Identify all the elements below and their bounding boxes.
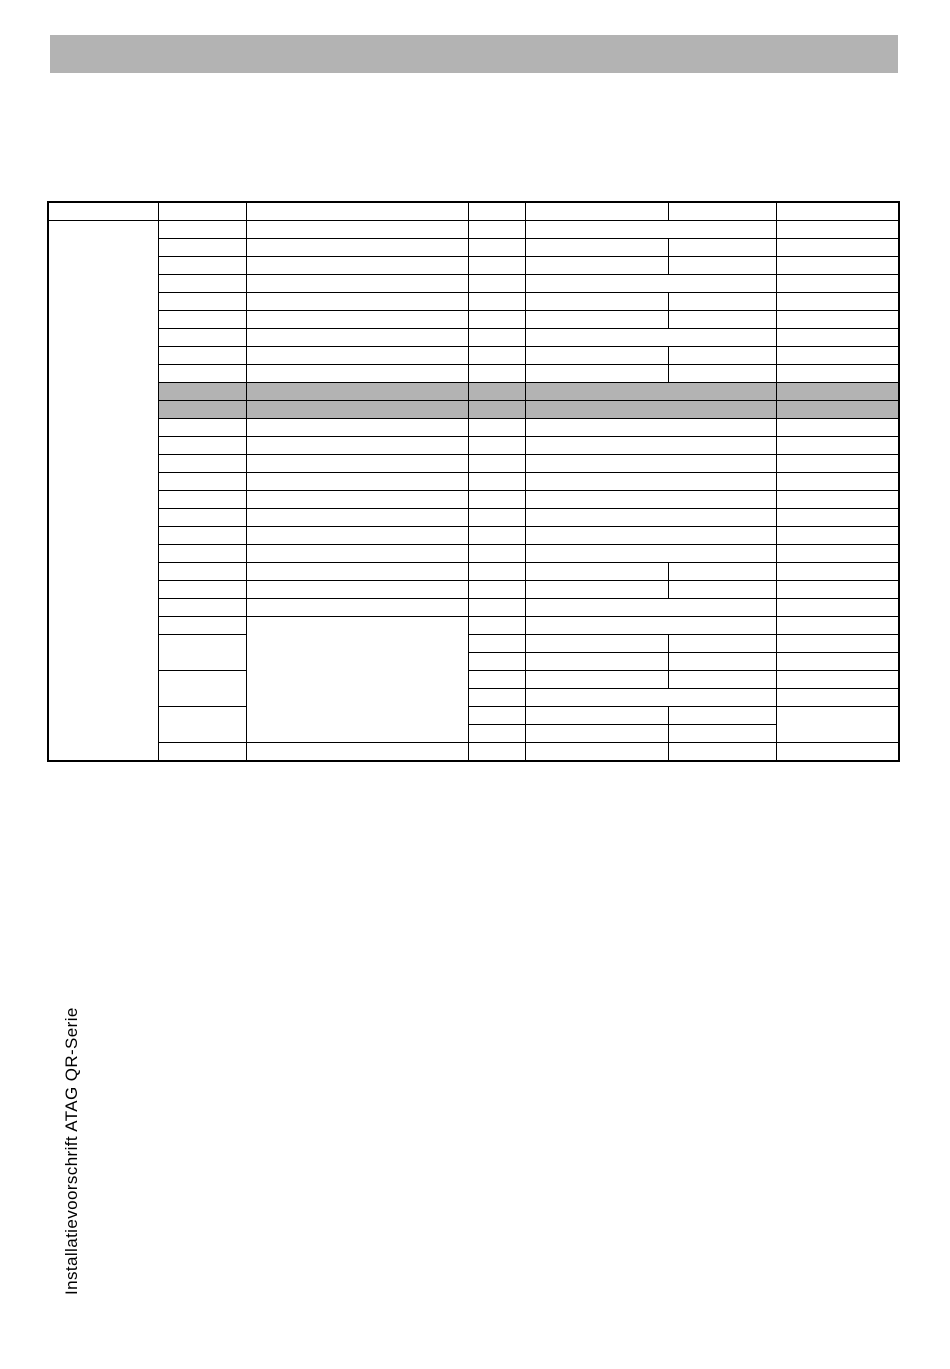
table-cell: [525, 329, 776, 347]
table-cell: [525, 545, 776, 563]
table-cell: [468, 347, 525, 365]
table-cell: [468, 689, 525, 707]
table-cell: [158, 257, 246, 275]
table-cell: [246, 491, 468, 509]
table-cell: [525, 527, 776, 545]
table-header-cell-4: [525, 202, 668, 221]
table-cell: [468, 275, 525, 293]
table-row: [48, 239, 899, 257]
table-cell: [776, 671, 899, 689]
table-header-row: [48, 202, 899, 221]
table-cell: [468, 383, 525, 401]
table-cell: [525, 725, 668, 743]
table-row: [48, 671, 899, 689]
table-cell: [776, 491, 899, 509]
table-cell: [158, 365, 246, 383]
table-header-cell-5: [668, 202, 776, 221]
table-cell: [468, 473, 525, 491]
table-header-cell-1: [158, 202, 246, 221]
table-cell: [525, 671, 668, 689]
table-cell: [468, 635, 525, 653]
table-cell: [468, 401, 525, 419]
table-cell: [246, 221, 468, 239]
table-cell: [246, 347, 468, 365]
table-cell: [246, 239, 468, 257]
table-cell: [246, 545, 468, 563]
table-row: [48, 599, 899, 617]
table-row: [48, 275, 899, 293]
table-cell: [776, 365, 899, 383]
table-cell: [776, 635, 899, 653]
table-cell: [668, 347, 776, 365]
table-cell: [668, 365, 776, 383]
table-cell: [776, 455, 899, 473]
table-row: [48, 257, 899, 275]
table-cell: [468, 455, 525, 473]
table-cell: [468, 509, 525, 527]
table-cell: [158, 221, 246, 239]
table-cell: [525, 293, 668, 311]
table-row: [48, 545, 899, 563]
table-cell: [776, 329, 899, 347]
table-cell: [525, 455, 776, 473]
table-cell: [525, 599, 776, 617]
table-cell: [525, 743, 668, 762]
table-cell: [158, 329, 246, 347]
table-cell: [776, 311, 899, 329]
table-cell: [776, 221, 899, 239]
table-row: [48, 365, 899, 383]
table-cell: [776, 275, 899, 293]
table-row: [48, 707, 899, 725]
table-cell: [525, 401, 776, 419]
table-row: [48, 473, 899, 491]
table-cell: [468, 437, 525, 455]
table-cell: [468, 563, 525, 581]
table-cell: [668, 743, 776, 762]
table-cell: [158, 239, 246, 257]
table-cell: [776, 527, 899, 545]
table-cell: [468, 545, 525, 563]
table-cell: [468, 617, 525, 635]
table-cell: [525, 239, 668, 257]
table-header-cell-3: [468, 202, 525, 221]
table-cell: [468, 599, 525, 617]
table-row: [48, 455, 899, 473]
table-cell: [468, 491, 525, 509]
table-cell: [668, 707, 776, 725]
table-cell: [158, 473, 246, 491]
table-cell: [158, 635, 246, 671]
table-cell: [668, 563, 776, 581]
table-row: [48, 491, 899, 509]
table-cell: [246, 437, 468, 455]
table-cell: [246, 455, 468, 473]
table-cell: [776, 599, 899, 617]
table-cell: [668, 257, 776, 275]
table-cell: [668, 239, 776, 257]
table-row: [48, 527, 899, 545]
table-cell: [525, 509, 776, 527]
table-cell: [158, 401, 246, 419]
table-cell: [158, 347, 246, 365]
table-cell: [158, 743, 246, 762]
table-cell: [246, 293, 468, 311]
table-row: [48, 509, 899, 527]
table-cell: [158, 293, 246, 311]
table-cell: [776, 383, 899, 401]
table-cell: [158, 527, 246, 545]
table-cell: [776, 707, 899, 743]
table-cell: [525, 635, 668, 653]
table-cell: [525, 383, 776, 401]
table-cell: [158, 419, 246, 437]
table-cell: [525, 653, 668, 671]
table-cell: [776, 473, 899, 491]
table-cell: [668, 653, 776, 671]
table-cell: [246, 581, 468, 599]
table-cell: [246, 743, 468, 762]
table-row: [48, 329, 899, 347]
table-cell: [246, 509, 468, 527]
table-cell: [776, 653, 899, 671]
table-cell: [776, 617, 899, 635]
table-cell: [246, 401, 468, 419]
page-header-banner: [50, 35, 898, 73]
table-cell: [246, 383, 468, 401]
table-cell: [525, 581, 668, 599]
table-cell: [246, 275, 468, 293]
table-cell: [468, 527, 525, 545]
table-cell: [668, 635, 776, 653]
table-cell: [525, 419, 776, 437]
table-cell: [776, 509, 899, 527]
table-cell: [158, 383, 246, 401]
row-group-label-cell: [48, 221, 158, 762]
table-cell: [158, 311, 246, 329]
table-cell: [246, 365, 468, 383]
table-cell: [158, 455, 246, 473]
table-cell: [776, 419, 899, 437]
table-cell: [246, 329, 468, 347]
table-cell: [776, 437, 899, 455]
table-cell: [668, 293, 776, 311]
table-cell: [246, 473, 468, 491]
table-cell: [668, 671, 776, 689]
table-cell: [776, 401, 899, 419]
table-cell: [158, 707, 246, 743]
table-cell: [158, 563, 246, 581]
vertical-page-label-text: Installatievoorschrift ATAG QR-Serie: [62, 1007, 81, 1295]
table-cell: [776, 257, 899, 275]
table-cell: [525, 311, 668, 329]
specification-table: [47, 201, 900, 762]
table-cell: [158, 437, 246, 455]
table-cell: [468, 581, 525, 599]
table-header-cell-0: [48, 202, 158, 221]
table-cell: [468, 707, 525, 725]
table-cell: [525, 563, 668, 581]
table-cell: [776, 689, 899, 707]
table-cell: [525, 473, 776, 491]
table-cell: [158, 509, 246, 527]
table-header-cell-6: [776, 202, 899, 221]
table-cell: [525, 617, 776, 635]
table-row: [48, 347, 899, 365]
table-cell: [158, 491, 246, 509]
table-cell: [525, 437, 776, 455]
table-row: [48, 221, 899, 239]
table-cell: [246, 599, 468, 617]
table-cell: [158, 545, 246, 563]
table-cell: [468, 671, 525, 689]
table-cell: [525, 257, 668, 275]
table-cell: [468, 257, 525, 275]
specification-table-wrapper: [47, 201, 898, 762]
table-row-highlighted: [48, 383, 899, 401]
table-cell: [525, 689, 776, 707]
table-cell: [468, 365, 525, 383]
table-cell: [246, 563, 468, 581]
table-row: [48, 743, 899, 762]
table-cell: [776, 347, 899, 365]
table-cell: [158, 617, 246, 635]
vertical-page-label: [62, 995, 82, 1295]
table-cell: [158, 599, 246, 617]
table-cell: [525, 491, 776, 509]
table-cell: [525, 365, 668, 383]
table-cell: [246, 527, 468, 545]
table-row: [48, 311, 899, 329]
table-cell: [158, 275, 246, 293]
table-cell: [525, 275, 776, 293]
table-row: [48, 419, 899, 437]
table-cell: [468, 239, 525, 257]
table-cell: [468, 725, 525, 743]
table-cell: [246, 419, 468, 437]
table-cell: [668, 725, 776, 743]
table-cell-merged-description: [246, 617, 468, 743]
table-cell: [776, 581, 899, 599]
table-cell: [776, 545, 899, 563]
table-cell: [776, 293, 899, 311]
table-cell: [468, 743, 525, 762]
table-cell: [668, 581, 776, 599]
table-cell: [158, 581, 246, 599]
table-row: [48, 635, 899, 653]
table-row: [48, 563, 899, 581]
table-cell: [776, 563, 899, 581]
table-cell: [668, 311, 776, 329]
table-header-cell-2: [246, 202, 468, 221]
table-cell: [468, 653, 525, 671]
table-cell: [525, 707, 668, 725]
table-cell: [525, 347, 668, 365]
table-cell: [246, 257, 468, 275]
table-row: [48, 437, 899, 455]
table-cell: [776, 743, 899, 762]
table-cell: [468, 329, 525, 347]
table-cell: [776, 239, 899, 257]
table-row: [48, 581, 899, 599]
table-row: [48, 617, 899, 635]
table-row: [48, 293, 899, 311]
table-cell: [246, 311, 468, 329]
table-cell: [468, 293, 525, 311]
table-cell: [468, 311, 525, 329]
table-cell: [158, 671, 246, 707]
table-cell: [468, 221, 525, 239]
table-row-highlighted: [48, 401, 899, 419]
table-cell: [525, 221, 776, 239]
table-cell: [468, 419, 525, 437]
